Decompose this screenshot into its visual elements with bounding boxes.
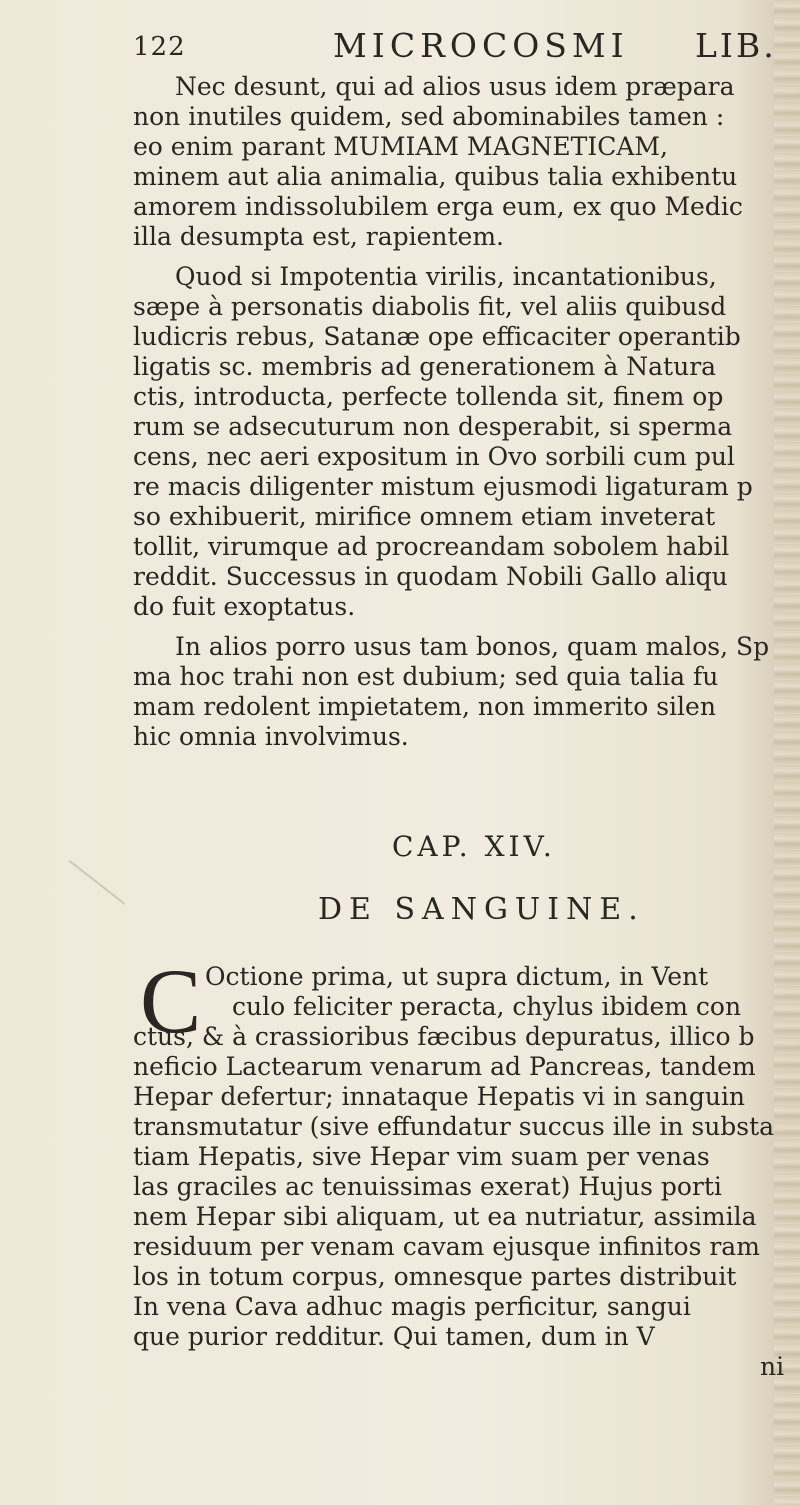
text-line: sæpe à personatis diabolis fit, vel aliis quibusd bbox=[133, 292, 727, 321]
text-line: ma hoc trahi non est dubium; sed quia talia fu bbox=[133, 662, 719, 691]
text-line: ctis, introducta, perfecte tollenda sit, finem op bbox=[133, 382, 724, 411]
running-book-label: LIB. bbox=[695, 26, 777, 65]
text-line: tiam Hepatis, sive Hepar vim suam per venas bbox=[133, 1142, 710, 1171]
text-line: illa desumpta est, rapientem. bbox=[133, 222, 504, 251]
text-line: ctus, & à crassioribus fæcibus depuratus, illico b bbox=[133, 1022, 755, 1051]
bleed-through-mark bbox=[69, 860, 125, 905]
chapter-title: DE SANGUINE. bbox=[318, 892, 645, 927]
text-line: culo feliciter peracta, chylus ibidem con bbox=[232, 992, 742, 1021]
text-line: ludicris rebus, Satanæ ope efficaciter operantib bbox=[133, 322, 741, 351]
text-line: rum se adsecuturum non desperabit, si sperma bbox=[133, 412, 733, 441]
text-line: nem Hepar sibi aliquam, ut ea nutriatur, assimila bbox=[133, 1202, 757, 1231]
text-line: In alios porro usus tam bonos, quam malos, Sp bbox=[175, 632, 770, 661]
page-number: 122 bbox=[133, 32, 186, 62]
text-line: mam redolent impietatem, non immerito silen bbox=[133, 692, 716, 721]
text-line: hic omnia involvimus. bbox=[133, 722, 409, 751]
text-line: Hepar defertur; innataque Hepatis vi in sanguin bbox=[133, 1082, 746, 1111]
text-line: eo enim parant MUMIAM MAGNETICAM, bbox=[133, 132, 668, 161]
text-line: cens, nec aeri expositum in Ovo sorbili cum pul bbox=[133, 442, 735, 471]
text-line: In vena Cava adhuc magis perficitur, sangui bbox=[133, 1292, 691, 1321]
text-line: neficio Lactearum venarum ad Pancreas, tandem bbox=[133, 1052, 756, 1081]
text-line: so exhibuerit, mirifice omnem etiam inveterat bbox=[133, 502, 716, 531]
text-line: amorem indissolubilem erga eum, ex quo Medic bbox=[133, 192, 743, 221]
text-line: transmutatur (sive effundatur succus ille in substa bbox=[133, 1112, 775, 1141]
text-line: Quod si Impotentia virilis, incantationibus, bbox=[175, 262, 717, 291]
text-line: Octione prima, ut supra dictum, in Vent bbox=[205, 962, 709, 991]
chapter-number: CAP. XIV. bbox=[392, 830, 556, 863]
text-line: non inutiles quidem, sed abominabiles tamen : bbox=[133, 102, 725, 131]
text-line: reddit. Successus in quodam Nobili Gallo aliqu bbox=[133, 562, 728, 591]
text-line: que purior redditur. Qui tamen, dum in V bbox=[133, 1322, 655, 1351]
page-header bbox=[133, 24, 793, 64]
text-line: re macis diligenter mistum ejusmodi ligaturam p bbox=[133, 472, 753, 501]
drop-cap: C bbox=[140, 950, 202, 1052]
text-line: ligatis sc. membris ad generationem à Natura bbox=[133, 352, 717, 381]
text-line: ni bbox=[760, 1352, 785, 1381]
text-line: las graciles ac tenuissimas exerat) Hujus porti bbox=[133, 1172, 722, 1201]
text-line: tollit, virumque ad procreandam sobolem habil bbox=[133, 532, 730, 561]
text-line: minem aut alia animalia, quibus talia exhibentu bbox=[133, 162, 738, 191]
text-line: Nec desunt, qui ad alios usus idem præpara bbox=[175, 72, 735, 101]
running-title: MICROCOSMI bbox=[333, 26, 629, 65]
text-line: los in totum corpus, omnesque partes distribuit bbox=[133, 1262, 737, 1291]
text-line: residuum per venam cavam ejusque infinitos ram bbox=[133, 1232, 760, 1261]
text-line: do fuit exoptatus. bbox=[133, 592, 356, 621]
